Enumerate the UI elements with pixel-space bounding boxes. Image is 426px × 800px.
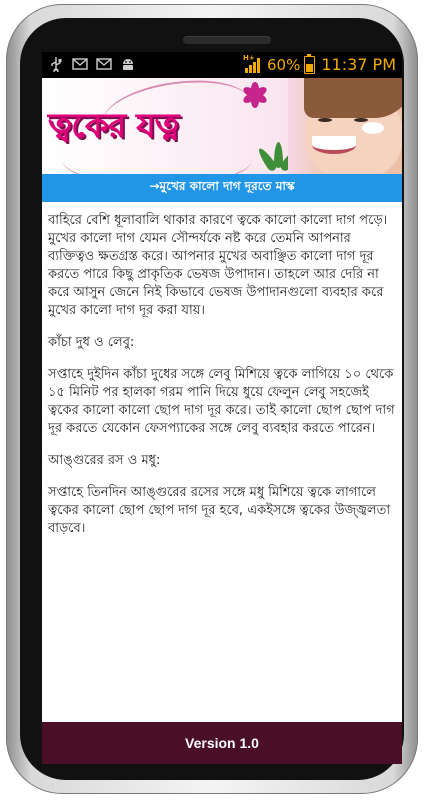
article-headline: →মুখের কালো দাগ দূরতে মাস্ক [42,174,402,202]
flower-icon [240,80,270,110]
article-subheading: আঙ্গুরের রস ও মধু: [48,453,161,468]
clock [321,55,396,74]
app-screen [42,52,402,764]
article-subheading: কাঁচা দুধ ও লেবু: [48,335,135,350]
version-footer: Version 1.0 [42,722,402,764]
mail-icon [72,56,88,72]
system-indicators [243,55,396,74]
phone-frame [6,4,418,794]
android-icon [120,56,136,72]
battery-icon [304,56,315,74]
article-paragraph: সপ্তাহে দুইদিন কাঁচা দুধের সঙ্গে লেবু মিশিয়ে ত্বকে লাগিয়ে ১০ থেকে ১৫ মিনিট পর হালকা গরম পানি দিয়ে ধুয়ে ফেলুন লেবু সহজেই ত্বকের কালো কালো ছোপ দাগ দূর করে। তাই কালো ছোপ ছোপ দাগ দূর করতে যেকোন ফেসপ্যাকের সঙ্গে লেবু ব্যবহার করতে পারেন। [48,367,395,436]
article-content[interactable] [42,202,402,722]
mail-icon [96,56,112,72]
notification-icons [48,56,136,72]
network-type: H+ [243,53,255,62]
app-title: ত্বকের যত্ন [48,106,179,146]
clock-ampm: PM [372,55,396,74]
status-bar [42,52,402,78]
signal-icon [243,53,263,74]
usb-icon [48,56,64,72]
article-paragraph: সপ্তাহে তিনদিন আঙ্গুরের রসের সঙ্গে মধু মিশিয়ে ত্বকে লাগালে ত্বকের কালো ছোপ ছোপ দাগ দূর হবে, একইসঙ্গে ত্বকের উজ্জ্বলতা বাড়বে। [48,485,391,536]
clock-time: 11:37 [321,55,368,74]
speaker-grille [183,36,271,44]
article-paragraph: বাহিরে বেশি ধূলাবালি থাকার কারণে ত্বকে কালো কালো দাগ পড়ে। মুখের কালো দাগ যেমন সৌন্দর্যকে নষ্ট করে তেমনি আপনার ব্যক্তিত্বও ক্ষতগ্রস্ত করে। আপনার মুখের অবাঞ্ছিত কালো দাগ দূর করতে পারে কিছু প্রাকৃতিক ভেষজ উপাদান। তাহলে আর দেরি না করে আসুন জেনে নিই কিভাবে ভেষজ উপাদানগুলো ব্যবহার করে মুখের কালো দাগ দূর করা যায়। [48,213,388,318]
model-photo [288,78,402,174]
battery-percent: 60% [267,55,301,74]
header-banner [42,78,402,174]
